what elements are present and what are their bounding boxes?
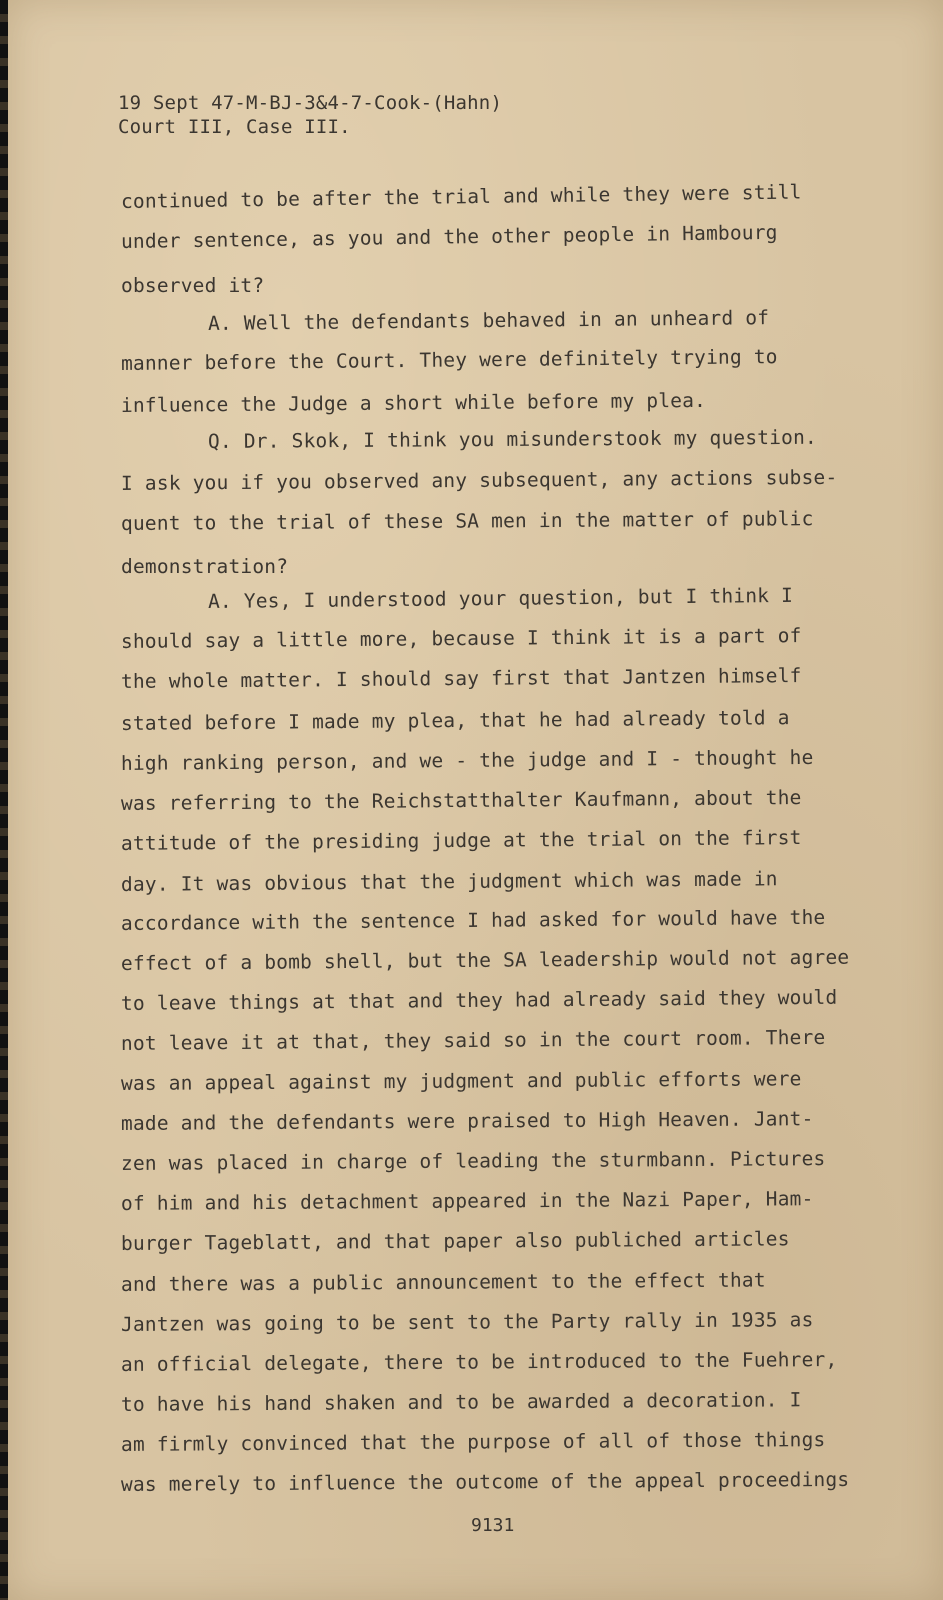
header-line-1: 19 Sept 47-M-BJ-3&4-7-Cook-(Hahn) — [118, 92, 503, 114]
body-line: zen was placed in charge of leading the sturmbann. Pictures — [120, 1147, 826, 1175]
body-line: demonstration? — [121, 555, 289, 578]
body-line: observed it? — [121, 274, 265, 297]
body-line: not leave it at that, they said so in the court room. There — [120, 1025, 826, 1055]
body-line: stated before I made my plea, that he had already told a — [120, 706, 790, 735]
body-line: am firmly convinced that the purpose of all of those things — [120, 1428, 826, 1456]
body-line: A. Well the defendants behaved in an unheard of — [207, 306, 770, 335]
body-line: attitude of the presiding judge at the trial on the first — [120, 826, 802, 855]
body-line: was merely to influence the outcome of the appeal proceedings — [120, 1467, 850, 1496]
binding-edge — [0, 0, 8, 1600]
body-line: I ask you if you observed any subsequent, any actions subse- — [120, 465, 838, 495]
body-line: burger Tageblatt, and that paper also publiched articles — [120, 1227, 790, 1255]
body-line: Jantzen was going to be sent to the Party rally in 1935 as — [120, 1308, 814, 1336]
body-line: A. Yes, I understood your question, but I think I — [207, 583, 794, 613]
body-line: accordance with the sentence I had asked for would have the — [120, 905, 826, 935]
body-line: to have his hand shaken and to be awarded a decoration. I — [120, 1388, 802, 1416]
body-line: an official delegate, there to be introduced to the Fuehrer, — [120, 1347, 838, 1376]
body-line: quent to the trial of these SA men in the matter of public — [120, 507, 814, 535]
body-line: Q. Dr. Skok, I think you misunderstook my question. — [207, 425, 818, 453]
body-line: the whole matter. I should say first that Jantzen himself — [120, 664, 802, 693]
body-line: continued to be after the trial and while they were still — [120, 180, 802, 213]
body-line: of him and his detachment appeared in the Nazi Paper, Ham- — [120, 1187, 814, 1215]
page-number: 9131 — [471, 1515, 515, 1536]
body-line: day. It was obvious that the judgment which was made in — [120, 867, 778, 896]
body-line: was an appeal against my judgment and public efforts were — [120, 1067, 802, 1095]
header-line-2: Court III, Case III. — [118, 116, 351, 138]
body-line: and there was a public announcement to the effect that — [120, 1268, 766, 1296]
body-line: influence the Judge a short while before my plea. — [120, 388, 707, 417]
body-line: high ranking person, and we - the judge and I - thought he — [120, 745, 814, 775]
document-page — [8, 0, 943, 1600]
body-line: was referring to the Reichstatthalter Kaufmann, about the — [120, 786, 802, 815]
body-line: under sentence, as you and the other people in Hambourg — [120, 220, 778, 253]
body-line: manner before the Court. They were definitely trying to — [120, 345, 778, 375]
body-line: effect of a bomb shell, but the SA leadership would not agree — [120, 945, 850, 975]
body-line: should say a little more, because I think it is a part of — [120, 624, 802, 653]
body-line: made and the defendants were praised to High Heaven. Jant- — [120, 1107, 814, 1135]
body-line: to leave things at that and they had already said they would — [120, 985, 838, 1015]
